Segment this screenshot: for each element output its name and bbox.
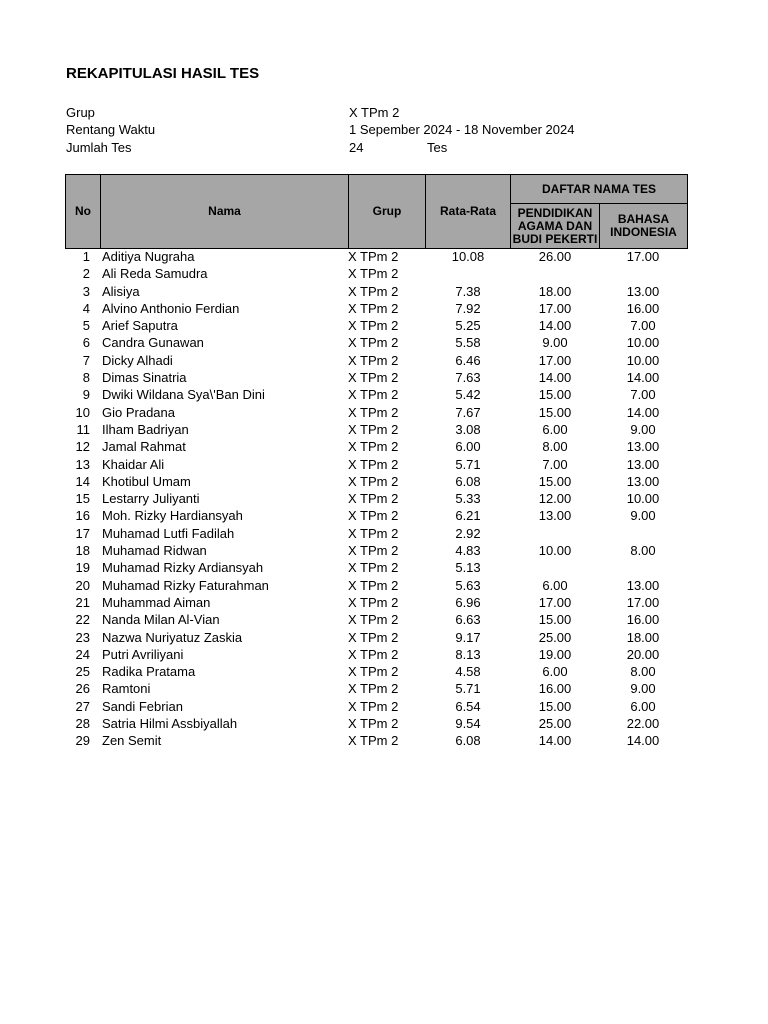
- row-rata-rata: 10.08: [451, 249, 485, 264]
- row-rata-rata: 5.13: [455, 560, 481, 576]
- row-no: 13: [75, 456, 90, 472]
- row-bahasa: 10.00: [626, 352, 660, 368]
- table-row: [66, 560, 686, 577]
- grup-label: Grup: [66, 105, 95, 120]
- row-nama: Aditiya Nugraha: [102, 249, 195, 264]
- row-rata-rata: 6.54: [455, 698, 481, 714]
- row-bahasa: 14.00: [626, 370, 660, 386]
- row-rata-rata: 6.21: [455, 508, 481, 524]
- row-bahasa: 9.00: [630, 681, 656, 697]
- row-nama: Jamal Rahmat: [102, 439, 186, 455]
- table-row: [66, 439, 686, 456]
- table-row: [66, 387, 686, 404]
- header-daftar-nama-tes: DAFTAR NAMA TES: [510, 174, 688, 204]
- row-no: 28: [75, 716, 90, 732]
- header-grup: Grup: [348, 174, 426, 249]
- row-pendidikan: 9.00: [542, 335, 568, 351]
- row-grup: X TPm 2: [348, 456, 399, 472]
- row-no: 12: [75, 439, 90, 455]
- row-rata-rata: 5.42: [455, 387, 481, 403]
- row-pendidikan: 14.00: [538, 370, 572, 386]
- row-no: 19: [75, 560, 90, 576]
- row-no: 15: [75, 491, 90, 507]
- row-pendidikan: 6.00: [542, 577, 568, 593]
- table-row: [66, 543, 686, 560]
- table-row: [66, 526, 686, 543]
- row-nama: Dimas Sinatria: [102, 370, 187, 386]
- row-pendidikan: 17.00: [538, 300, 572, 316]
- row-pendidikan: 10.00: [538, 543, 572, 559]
- row-pendidikan: 15.00: [538, 404, 572, 420]
- table-row: [66, 301, 686, 318]
- row-bahasa: 16.00: [626, 300, 660, 316]
- table-row: [66, 370, 686, 387]
- table-row: [66, 335, 686, 352]
- row-bahasa: 13.00: [626, 577, 660, 593]
- row-grup: X TPm 2: [348, 594, 399, 610]
- row-no: 20: [75, 577, 90, 593]
- row-bahasa: 7.00: [630, 318, 656, 334]
- row-pendidikan: 26.00: [538, 249, 572, 264]
- rentang-label: Rentang Waktu: [66, 122, 156, 137]
- table-body: [66, 249, 686, 751]
- row-nama: Muhamad Ridwan: [102, 543, 207, 559]
- table-row: [66, 630, 686, 647]
- row-nama: Nanda Milan Al-Vian: [102, 612, 220, 628]
- row-rata-rata: 7.38: [455, 283, 481, 299]
- row-grup: X TPm 2: [348, 439, 399, 455]
- row-rata-rata: 6.96: [455, 594, 481, 610]
- row-pendidikan: 6.00: [542, 421, 568, 437]
- row-nama: Zen Semit: [102, 733, 162, 749]
- row-grup: X TPm 2: [348, 300, 399, 316]
- row-rata-rata: 9.17: [455, 629, 481, 645]
- row-grup: X TPm 2: [348, 387, 399, 403]
- row-no: 8: [82, 370, 90, 386]
- row-pendidikan: 18.00: [538, 283, 572, 299]
- jumlah-label: Jumlah Tes: [66, 140, 132, 155]
- row-rata-rata: 8.13: [455, 646, 481, 662]
- table-row: [66, 318, 686, 335]
- row-nama: Khotibul Umam: [102, 473, 191, 489]
- row-pendidikan: 25.00: [538, 716, 572, 732]
- row-bahasa: 13.00: [626, 456, 660, 472]
- row-grup: X TPm 2: [348, 716, 399, 732]
- header-pendidikan: PENDIDIKAN AGAMA DAN BUDI PEKERTI: [510, 203, 600, 249]
- row-rata-rata: 2.92: [455, 525, 481, 541]
- row-no: 18: [75, 543, 90, 559]
- row-pendidikan: 25.00: [538, 629, 572, 645]
- row-grup: X TPm 2: [348, 733, 399, 749]
- row-no: 6: [82, 335, 90, 351]
- table-row: [66, 595, 686, 612]
- row-nama: Khaidar Ali: [102, 456, 165, 472]
- header-no: No: [65, 174, 101, 249]
- row-nama: Dicky Alhadi: [102, 352, 173, 368]
- row-grup: X TPm 2: [348, 266, 399, 282]
- row-grup: X TPm 2: [348, 404, 399, 420]
- row-nama: Dwiki Wildana Sya\'Ban Dini: [102, 387, 265, 403]
- row-grup: X TPm 2: [348, 318, 399, 334]
- row-nama: Ilham Badriyan: [102, 421, 189, 437]
- row-grup: X TPm 2: [348, 698, 399, 714]
- row-no: 21: [75, 594, 90, 610]
- row-grup: X TPm 2: [348, 664, 399, 680]
- row-grup: X TPm 2: [348, 560, 399, 576]
- row-grup: X TPm 2: [348, 249, 399, 264]
- row-rata-rata: 6.63: [455, 612, 481, 628]
- table-row: [66, 716, 686, 733]
- page-title: REKAPITULASI HASIL TES: [66, 65, 260, 82]
- rentang-value: 1 Sepember 2024 - 18 November 2024: [349, 122, 575, 137]
- row-no: 26: [75, 681, 90, 697]
- row-pendidikan: 16.00: [538, 681, 572, 697]
- row-rata-rata: 6.08: [455, 733, 481, 749]
- row-no: 10: [75, 404, 90, 420]
- row-no: 22: [75, 612, 90, 628]
- row-rata-rata: 5.71: [455, 456, 481, 472]
- table-row: [66, 664, 686, 681]
- row-bahasa: 22.00: [626, 716, 660, 732]
- row-nama: Muhamad Lutfi Fadilah: [102, 525, 235, 541]
- row-grup: X TPm 2: [348, 370, 399, 386]
- row-grup: X TPm 2: [348, 525, 399, 541]
- table-row: [66, 733, 686, 750]
- row-rata-rata: 5.71: [455, 681, 481, 697]
- row-nama: Putri Avriliyani: [102, 646, 184, 662]
- row-nama: Muhamad Rizky Faturahman: [102, 577, 269, 593]
- row-bahasa: 18.00: [626, 629, 660, 645]
- grup-value: X TPm 2: [349, 105, 400, 120]
- row-rata-rata: 5.63: [455, 577, 481, 593]
- row-nama: Lestarry Juliyanti: [102, 491, 200, 507]
- row-bahasa: 13.00: [626, 439, 660, 455]
- row-pendidikan: 15.00: [538, 387, 572, 403]
- row-grup: X TPm 2: [348, 491, 399, 507]
- row-pendidikan: 15.00: [538, 698, 572, 714]
- row-no: 9: [82, 387, 90, 403]
- row-bahasa: 9.00: [630, 421, 656, 437]
- table-row: [66, 405, 686, 422]
- row-nama: Radika Pratama: [102, 664, 196, 680]
- row-no: 24: [75, 646, 90, 662]
- row-bahasa: 17.00: [626, 594, 660, 610]
- row-pendidikan: 13.00: [538, 508, 572, 524]
- row-pendidikan: 12.00: [538, 491, 572, 507]
- row-nama: Alisiya: [102, 283, 140, 299]
- row-no: 23: [75, 629, 90, 645]
- row-bahasa: 8.00: [630, 664, 656, 680]
- row-bahasa: 13.00: [626, 283, 660, 299]
- row-pendidikan: 14.00: [538, 733, 572, 749]
- row-bahasa: 7.00: [630, 387, 656, 403]
- row-bahasa: 13.00: [626, 473, 660, 489]
- row-no: 2: [82, 266, 90, 282]
- row-no: 3: [82, 283, 90, 299]
- table-row: [66, 249, 686, 266]
- row-no: 1: [82, 249, 90, 264]
- row-grup: X TPm 2: [348, 508, 399, 524]
- row-rata-rata: 7.67: [455, 404, 481, 420]
- table-row: [66, 353, 686, 370]
- table-row: [66, 578, 686, 595]
- row-no: 7: [82, 352, 90, 368]
- table-row: [66, 647, 686, 664]
- row-grup: X TPm 2: [348, 473, 399, 489]
- row-bahasa: 9.00: [630, 508, 656, 524]
- row-rata-rata: 7.63: [455, 370, 481, 386]
- row-grup: X TPm 2: [348, 352, 399, 368]
- row-grup: X TPm 2: [348, 681, 399, 697]
- row-pendidikan: 19.00: [538, 646, 572, 662]
- row-nama: Satria Hilmi Assbiyallah: [102, 716, 238, 732]
- row-bahasa: 14.00: [626, 404, 660, 420]
- table-row: [66, 474, 686, 491]
- row-nama: Candra Gunawan: [102, 335, 204, 351]
- row-grup: X TPm 2: [348, 335, 399, 351]
- row-bahasa: 17.00: [626, 249, 660, 264]
- row-nama: Muhamad Rizky Ardiansyah: [102, 560, 264, 576]
- row-rata-rata: 9.54: [455, 716, 481, 732]
- row-rata-rata: 6.00: [455, 439, 481, 455]
- row-no: 27: [75, 698, 90, 714]
- row-bahasa: 16.00: [626, 612, 660, 628]
- row-grup: X TPm 2: [348, 283, 399, 299]
- row-pendidikan: 6.00: [542, 664, 568, 680]
- row-no: 16: [75, 508, 90, 524]
- header-rata-rata: Rata-Rata: [425, 174, 511, 249]
- row-nama: Nazwa Nuriyatuz Zaskia: [102, 629, 243, 645]
- row-pendidikan: 15.00: [538, 612, 572, 628]
- row-nama: Arief Saputra: [102, 318, 178, 334]
- jumlah-value: 24: [349, 140, 364, 155]
- row-nama: Sandi Febrian: [102, 698, 183, 714]
- row-nama: Muhammad Aiman: [102, 594, 211, 610]
- row-pendidikan: 7.00: [542, 456, 568, 472]
- table-row: [66, 284, 686, 301]
- row-grup: X TPm 2: [348, 543, 399, 559]
- header-bahasa: BAHASA INDONESIA: [599, 203, 688, 249]
- row-nama: Moh. Rizky Hardiansyah: [102, 508, 243, 524]
- row-grup: X TPm 2: [348, 612, 399, 628]
- row-no: 25: [75, 664, 90, 680]
- row-rata-rata: 5.58: [455, 335, 481, 351]
- table-row: [66, 491, 686, 508]
- row-pendidikan: 17.00: [538, 594, 572, 610]
- row-nama: Ramtoni: [102, 681, 151, 697]
- row-nama: Alvino Anthonio Ferdian: [102, 300, 240, 316]
- table-row: [66, 681, 686, 698]
- row-bahasa: 10.00: [626, 491, 660, 507]
- row-no: 17: [75, 525, 90, 541]
- row-rata-rata: 4.83: [455, 543, 481, 559]
- row-no: 14: [75, 473, 90, 489]
- row-bahasa: 10.00: [626, 335, 660, 351]
- row-rata-rata: 5.25: [455, 318, 481, 334]
- table-row: [66, 699, 686, 716]
- row-no: 4: [82, 300, 90, 316]
- jumlah-unit: Tes: [427, 140, 448, 155]
- table-row: [66, 508, 686, 525]
- row-grup: X TPm 2: [348, 421, 399, 437]
- row-pendidikan: 8.00: [542, 439, 568, 455]
- row-bahasa: 8.00: [630, 543, 656, 559]
- table-row: [66, 422, 686, 439]
- row-rata-rata: 6.46: [455, 352, 481, 368]
- row-rata-rata: 7.92: [455, 300, 481, 316]
- row-grup: X TPm 2: [348, 577, 399, 593]
- row-pendidikan: 17.00: [538, 352, 572, 368]
- row-grup: X TPm 2: [348, 646, 399, 662]
- row-pendidikan: 14.00: [538, 318, 572, 334]
- row-bahasa: 6.00: [630, 698, 656, 714]
- row-grup: X TPm 2: [348, 629, 399, 645]
- row-no: 29: [75, 733, 90, 749]
- row-rata-rata: 4.58: [455, 664, 481, 680]
- row-nama: Ali Reda Samudra: [102, 266, 208, 282]
- row-pendidikan: 15.00: [538, 473, 572, 489]
- row-rata-rata: 6.08: [455, 473, 481, 489]
- row-bahasa: 14.00: [626, 733, 660, 749]
- row-rata-rata: 5.33: [455, 491, 481, 507]
- table-row: [66, 266, 686, 283]
- row-no: 11: [76, 421, 90, 437]
- row-bahasa: 20.00: [626, 646, 660, 662]
- header-nama: Nama: [100, 174, 349, 249]
- row-nama: Gio Pradana: [102, 404, 175, 420]
- table-row: [66, 457, 686, 474]
- table-row: [66, 612, 686, 629]
- row-rata-rata: 3.08: [455, 421, 481, 437]
- row-no: 5: [82, 318, 90, 334]
